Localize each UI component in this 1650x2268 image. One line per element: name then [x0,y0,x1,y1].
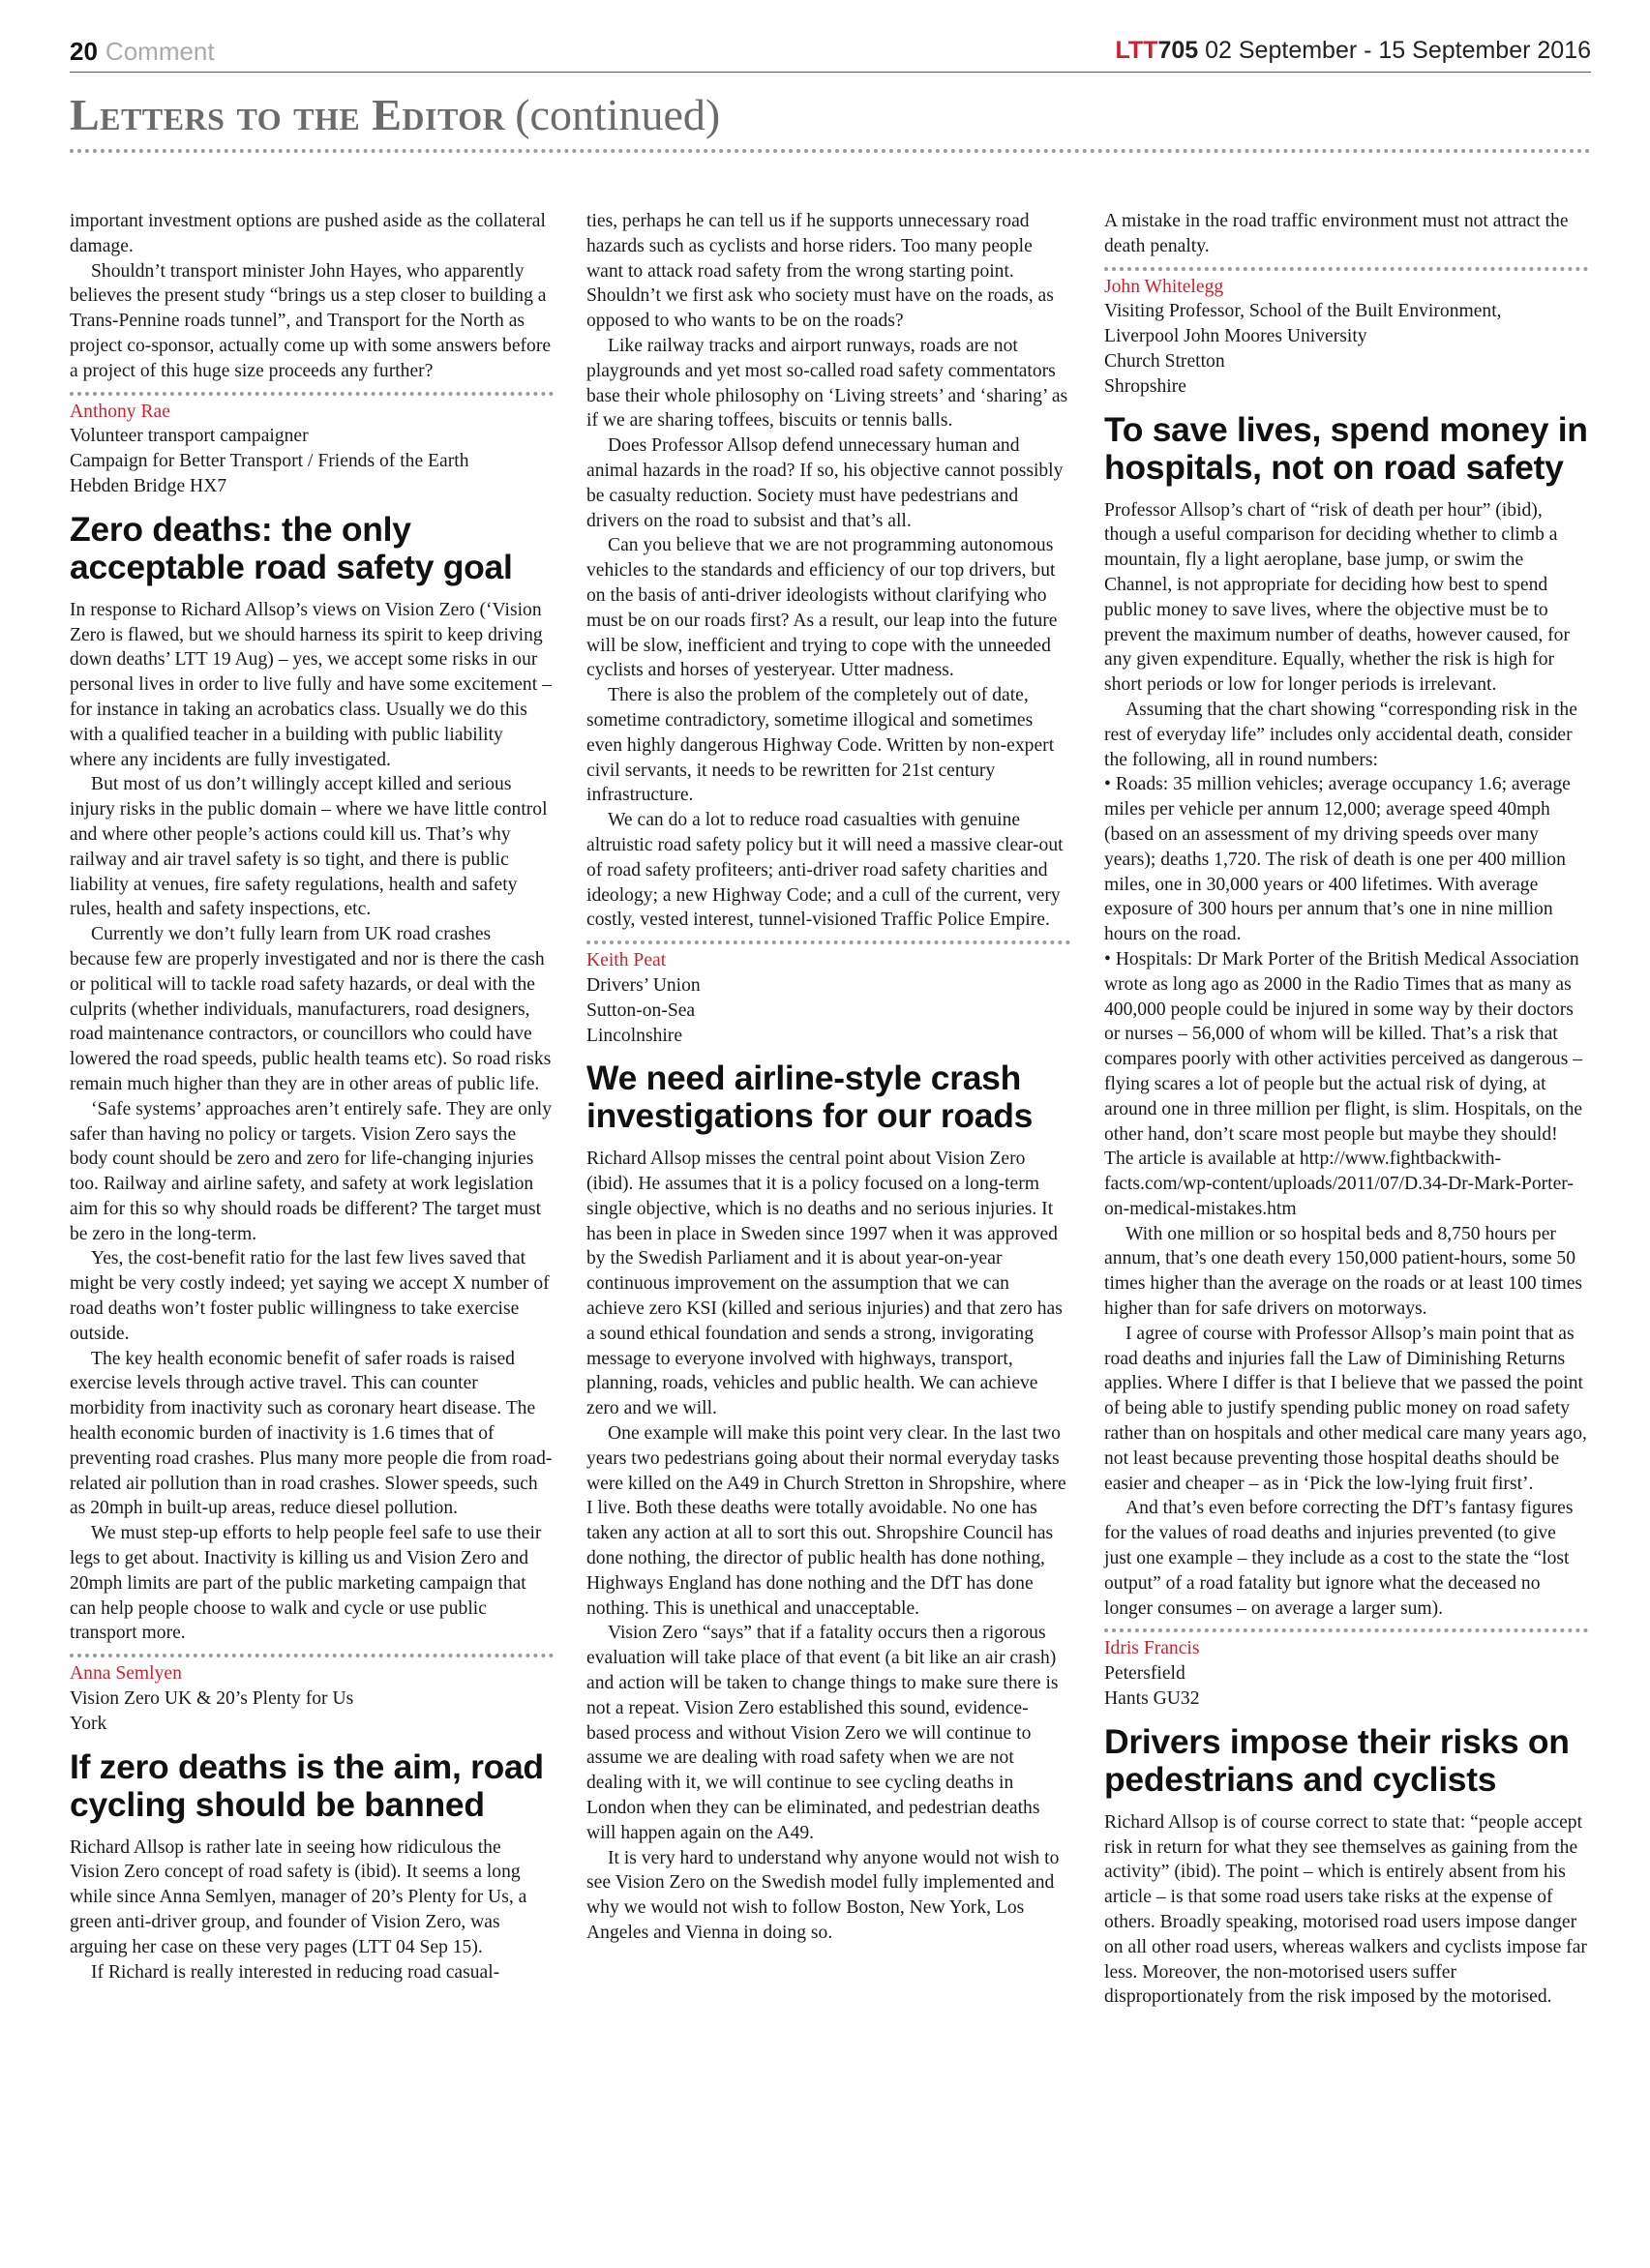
paragraph: There is also the problem of the completely out of date, sometime contradictory, sometime illogical and sometimes even highly dangerous Highway Code. Written by non-expert civil servants, it needs to be rewritten for 21st century infrastructure. [586,685,1055,806]
letter-headline: We need airline-style crash investigations for our roads [586,1059,1034,1136]
author-name: Idris Francis [1104,1638,1200,1659]
column-3 [1104,209,1588,2010]
paragraph: Shouldn’t transport minister John Hayes, who apparently believes the present study “brings us a step closer to building a Trans-Pennine roads tunnel”, and Transport for the North as project co-sponsor, actually come up with some answers before a project of this huge size proceeds any further? [70,260,552,381]
paragraph: I agree of course with Professor Allsop’s main point that as road deaths and injuries fall the Law of Diminishing Returns applies. Where I differ is that I believe that we passed the point of being able to justify spending public money on road safety rather than on hospitals and other medical care many years ago, not least because preventing those hospital deaths should be easier and cheaper – as in ‘Pick the low-lying fruit first’. [1104,1323,1587,1494]
column-2 [586,209,1070,1946]
letter-headline: Drivers impose their risks on pedestrians and cyclists [1104,1721,1570,1799]
author-location: Hebden Bridge HX7 [70,475,227,496]
letter-headline: If zero deaths is the aim, road cycling should be banned [70,1746,544,1824]
paragraph: Richard Allsop is rather late in seeing how ridiculous the Vision Zero concept of road safety is (ibid). It seems a long while since Anna Semlyen, manager of 20’s Plenty for Us, a green anti-driver group, and founder of Vision Zero, was arguing her case on these very pages (LTT 04 Sep 15). [70,1836,527,1957]
paragraph: Vision Zero “says” that if a fatality occurs then a rigorous evaluation will take place of that event (a bit like an air crash) and action will be taken to change things to make sure there is not a repeat. Vision Zero established this sound, evidence-based process and without Vision Zero we will continue to assume we are dealing with road safety when we are not dealing with it, we will continue to see cycling deaths in London when they can be eliminated, and pedestrian deaths will happen again on the A49. [586,1623,1059,1843]
paragraph: Yes, the cost-benefit ratio for the last few lives saved that might be very costly indeed; yet saying we accept X number of road deaths won’t foster public willingness to take exercise outside. [70,1248,550,1344]
paragraph: A mistake in the road traffic environment must not attract the death penalty. [1104,211,1569,256]
author-county: Lincolnshire [586,1025,683,1046]
letter-signature [70,1654,554,1736]
paragraph: ties, perhaps he can tell us if he supports unnecessary road hazards such as cyclists and horse riders. Too many people want to attack road safety from the wrong starting point. Shouldn’t we first ask who society must have on the roads, as opposed to who wants to be on the roads? [586,211,1054,332]
author-name: John Whitelegg [1104,276,1224,297]
header-left [70,37,215,67]
header-right [1116,37,1592,65]
paragraph: Can you believe that we are not programming autonomous vehicles to the standards and efficiency of our top drivers, but on the basis of anti-driver ideologists without clarifying who must be on our roads first? As a result, our leap into the future will be slow, inefficient and trying to cope with the unneeded cyclists and horses of yesteryear. Utter madness. [586,535,1058,681]
author-county: Hants GU32 [1104,1688,1200,1710]
letter-signature [1104,267,1588,400]
author-location: Sutton-on-Sea [586,1000,696,1021]
author-location: Church Stretton [1104,350,1225,372]
letter-signature [586,940,1070,1048]
banner-title: Letters to the Editor [70,90,506,139]
author-name: Keith Peat [586,950,667,971]
paragraph: The key health economic benefit of safer roads is raised exercise levels through active travel. This can counter morbidity from inactivity such as coronary heart disease. The health economic burden of inactivity is 1.6 times that of preventing road crashes. Plus many more people die from road-related air pollution than in road crashes. Slower speeds, such as 20mph in built-up areas, reduce diesel pollution. [70,1348,553,1519]
letter-signature [70,392,554,499]
page-number: 20 [70,37,98,66]
author-organisation: Liverpool John Moores University [1104,326,1367,347]
paragraph: Assuming that the chart showing “corresponding risk in the rest of everyday life” includes only accidental death, consider the following, all in round numbers: [1104,699,1577,770]
author-title: Volunteer transport campaigner [70,426,309,447]
banner-continued: (continued) [515,90,721,139]
letter-headline: Zero deaths: the only acceptable road safety goal [70,509,513,586]
paragraph: It is very hard to understand why anyone would not wish to see Vision Zero on the Swedish model fully implemented and why we would not wish to follow Boston, New York, Los Angeles and Vienna in doing so. [586,1847,1060,1943]
paragraph: Richard Allsop is of course correct to state that: “people accept risk in return for what they see themselves as gaining from the activity” (ibid). The point – which is entirely absent from his article – is that some road users take risks at the expense of others. Broadly speaking, motorised road users impose danger on all other road users, whereas walkers and cyclists impose far less. Moreover, the non-motorised users suffer disproportionately from the risk imposed by the motorised. [1104,1811,1587,2008]
paragraph: But most of us don’t willingly accept killed and serious injury risks in the public domain – where we have little control and where other people’s actions could kill us. That’s why railway and air travel safety is so tight, and there is public liability at venues, fire safety regulations, health and safety rules, health and safety inspections, etc. [70,774,548,920]
letter-signature [1104,1628,1588,1711]
author-organisation: Drivers’ Union [586,974,701,996]
author-title: Visiting Professor, School of the Built Environment, [1104,301,1502,322]
paragraph: • Hospitals: Dr Mark Porter of the British Medical Association wrote as long ago as 2000 in the Radio Times that as many as 400,000 people could be injured in some way by their doctors or nurses – 56,000 of whom will be killed. That’s a risk that compares poorly with other activities perceived as dangerous – flying scares a lot of people but the actual risk of dying, at around one in three million per flight, is slim. Hospitals, on the other hand, don’t scare most people but maybe they should! The article is available at http://www.fightbackwith-facts.com/wp-content/uploads/2011/07/D.34-Dr-Mark-Porter-on-medical-mistakes.htm [1104,948,1583,1219]
paragraph: And that’s even before correcting the DfT’s fantasy figures for the values of road deaths and injuries prevented (to give just one example – they include as a cost to the state the “lost output” of a road fatality but ignore what the deceased no longer consumes – on average a larger sum). [1104,1498,1574,1619]
section-name: Comment [105,37,215,66]
paragraph: Like railway tracks and airport runways, roads are not playgrounds and yet most so-called road safety commentators base their whole philosophy on ‘Living streets’ and ‘sharing’ as if we are sharing toffees, biscuits or tennis balls. [586,335,1068,432]
paragraph: With one million or so hospital beds and 8,750 hours per annum, that’s one death every 150,000 patient-hours, some 50 times higher than the average on the roads or at least 100 times higher than for safe drivers on motorways. [1104,1223,1583,1320]
author-organisation: Vision Zero UK & 20’s Plenty for Us [70,1688,354,1710]
issue-number: 705 [1157,37,1199,64]
paragraph: We can do a lot to reduce road casualties with genuine altruistic road safety policy but it will need a massive clear-out of road safety profiteers; anti-driver road safety charities and ideology; a new Highway Code; and a cull of the current, very costly, vested interest, tunnel-visioned Traffic Police Empire. [586,810,1064,931]
page-header [70,33,1591,73]
paragraph: One example will make this point very clear. In the last two years two pedestrians going about their normal everyday tasks were killed on the A49 in Church Stretton in Shropshire, where I live. Both these deaths were totally avoidable. No one has taken any action at all to sort this out. Shropshire Council has done nothing, the director of public health has done nothing, Highways England has done nothing and the DfT has done nothing. This is unethical and unacceptable. [586,1423,1066,1619]
paragraph: Professor Allsop’s chart of “risk of death per hour” (ibid), though a useful comparison for deciding whether to climb a mountain, fly a light aeroplane, base jump, or swim the Channel, is not appropriate for deciding how best to spend public money to save lives, where the objective must be to prevent the maximum number of deaths, however caused, for any given expenditure. Equally, whether the risk is high for short periods or low for longer periods is irrelevant. [1104,499,1570,696]
author-location: York [70,1713,107,1734]
section-banner [70,89,1591,153]
letter-headline: To save lives, spend money in hospitals, not on road safety [1104,409,1588,487]
author-name: Anna Semlyen [70,1663,182,1685]
paragraph: Does Professor Allsop defend unnecessary human and animal hazards in the road? If so, his objective cannot possibly be casualty reduction. Society must have pedestrians and drivers on the road to subsist and that’s all. [586,435,1064,531]
author-organisation: Campaign for Better Transport / Friends of the Earth [70,451,469,472]
paragraph: ‘Safe systems’ approaches aren’t entirely safe. They are only safer than having no policy or targets. Vision Zero says the body count should be zero and zero for life-changing injuries too. Railway and airline safety, and safety at work legislation aim for this so why should roads be different? The target must be zero in the long-term. [70,1098,553,1244]
paragraph: We must step-up efforts to help people feel safe to use their legs to get about. Inactivity is killing us and Vision Zero and 20mph limits are part of the public marketing campaign that can help people choose to walk and cycle or use public transport more. [70,1523,542,1644]
paragraph: If Richard is really interested in reducing road casual- [91,1961,500,1983]
paragraph: Currently we don’t fully learn from UK road crashes because few are properly investigated and nor is there the cash or political will to tackle road safety hazards, or deal with the culprits (whether individuals, manufacturers, road designers, road maintenance contractors, or councillors who could have lowered the road speeds, public health teams etc). So road risks remain much higher than they are in other areas of public life. [70,924,552,1094]
author-location: Petersfield [1104,1663,1185,1685]
paragraph: In response to Richard Allsop’s views on Vision Zero (‘Vision Zero is flawed, but we should harness its spirit to keep driving down deaths’ LTT 19 Aug) – yes, we accept some risks in our personal lives in order to live fully and have some excitement – for instance in taking an acrobatics class. Usually we do this with a qualified teacher in a building with public liability where any incidents are fully investigated. [70,599,552,770]
author-name: Anthony Rae [70,401,170,422]
issue-dates: 02 September - 15 September 2016 [1198,37,1591,64]
paragraph: important investment options are pushed aside as the collateral damage. [70,211,546,256]
paragraph: • Roads: 35 million vehicles; average occupancy 1.6; average miles per vehicle per annum 12,000; average speed 40mph (based on an assessment of my driving speeds over many years); deaths 1,720. The risk of death is one per 400 million miles, one in 30,000 years or 400 lifetimes. With average exposure of 300 hours per annum that’s one in nine million hours on the road. [1104,774,1571,945]
author-county: Shropshire [1104,375,1186,397]
paragraph: Richard Allsop misses the central point about Vision Zero (ibid). He assumes that it is a policy focused on a long-term single objective, which is no deaths and no serious injuries. It has been in place in Sweden since 1997 when it was approved by the Swedish Parliament and it is about year-on-year continuous improvement on the assumption that we can achieve zero KSI (killed and serious injuries) and that zero has a sound ethical foundation and sends a strong, invigorating message to everyone involved with highways, transport, planning, roads, vehicles and public health. We can achieve zero and we will. [586,1149,1063,1419]
publication-logo: LTT [1115,37,1158,64]
column-1 [70,209,554,1984]
